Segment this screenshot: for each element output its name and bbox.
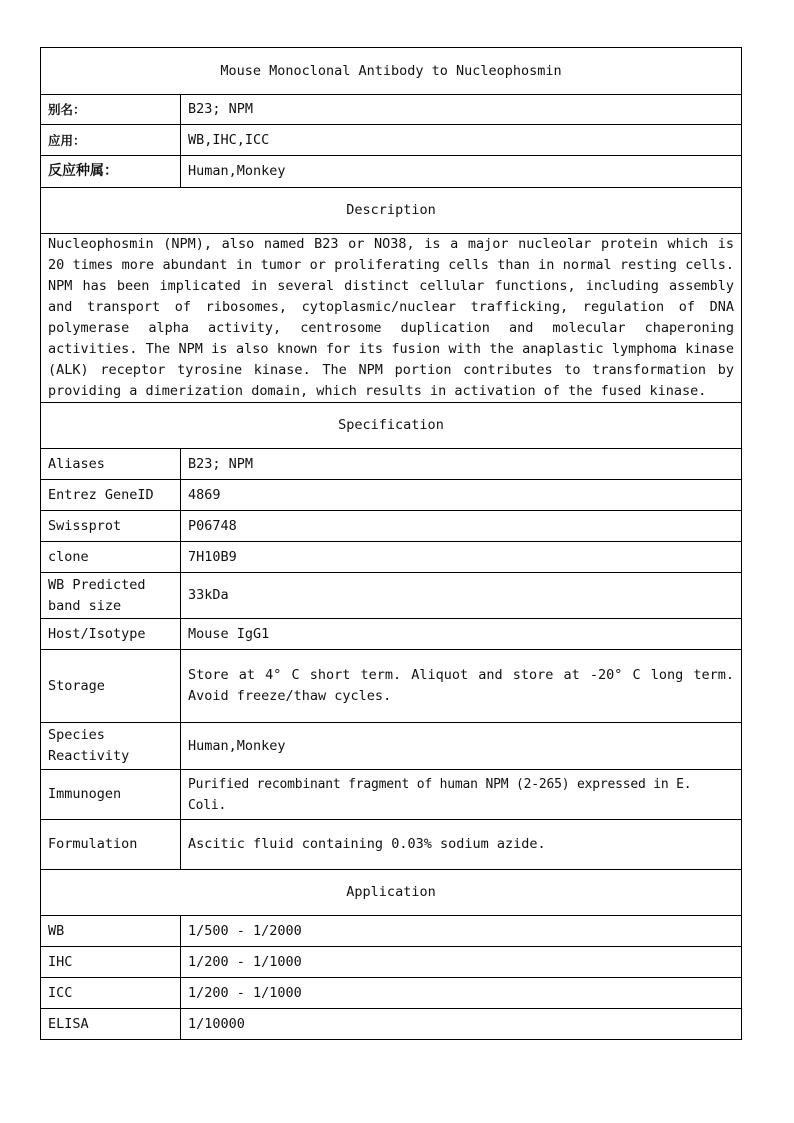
spec-label-host: Host/Isotype [41,619,181,650]
spec-row-clone [41,542,742,573]
header-row-alias [41,95,742,125]
application-heading-row [41,870,742,916]
app-label-elisa: ELISA [41,1009,181,1040]
spec-row-immunogen [41,770,742,820]
app-value-elisa: 1/10000 [181,1009,742,1040]
header-label-application: 应用： [41,125,181,156]
spec-label-band-size: WB Predicted band size [41,573,181,619]
spec-value-immunogen: Purified recombinant fragment of human NPM (2-265) expressed in E. Coli. [181,770,742,820]
spec-label-swissprot: Swissprot [41,511,181,542]
app-label-icc: ICC [41,978,181,1009]
header-label-alias: 别名： [41,95,181,125]
header-label-reactivity: 反应种属： [41,156,181,188]
spec-row-aliases [41,449,742,480]
spec-row-band-size [41,573,742,619]
spec-value-reactivity: Human,Monkey [181,723,742,770]
header-row-reactivity [41,156,742,188]
description-text: Nucleophosmin (NPM), also named B23 or NO38, is a major nucleolar protein which is 20 times more abundant in tumor or proliferating cells than in normal resting cells. NPM has been implicated in several distinct cellular functions, including assembly and transport of ribosomes, cytoplasmic/nuclear trafficking, regulation of DNA polymerase alpha activity, centrosome duplication and molecular chaperoning activities. The NPM is also known for its fusion with the anaplastic lymphoma kinase (ALK) receptor tyrosine kinase. The NPM portion contributes to transformation by providing a dimerization domain, which results in activation of the fused kinase. [41,234,742,403]
app-label-wb: WB [41,916,181,947]
description-heading-row [41,188,742,234]
app-value-icc: 1/200 - 1/1000 [181,978,742,1009]
spec-row-entrez [41,480,742,511]
spec-value-entrez: 4869 [181,480,742,511]
app-row-wb [41,916,742,947]
spec-label-clone: clone [41,542,181,573]
spec-label-reactivity: Species Reactivity [41,723,181,770]
app-label-ihc: IHC [41,947,181,978]
spec-label-formulation: Formulation [41,820,181,870]
datasheet-table [40,47,742,1040]
app-value-ihc: 1/200 - 1/1000 [181,947,742,978]
app-row-ihc [41,947,742,978]
spec-value-swissprot: P06748 [181,511,742,542]
spec-label-aliases: Aliases [41,449,181,480]
spec-row-swissprot [41,511,742,542]
spec-value-aliases: B23; NPM [181,449,742,480]
app-value-wb: 1/500 - 1/2000 [181,916,742,947]
header-value-application: WB,IHC,ICC [181,125,742,156]
spec-label-entrez: Entrez GeneID [41,480,181,511]
header-value-reactivity: Human,Monkey [181,156,742,188]
spec-value-formulation: Ascitic fluid containing 0.03% sodium azide. [181,820,742,870]
spec-row-storage [41,650,742,723]
spec-value-storage: Store at 4° C short term. Aliquot and store at -20° C long term. Avoid freeze/thaw cycles. [181,650,742,723]
spec-label-immunogen: Immunogen [41,770,181,820]
spec-value-host: Mouse IgG1 [181,619,742,650]
application-heading: Application [41,870,742,916]
description-row [41,234,742,403]
specification-heading: Specification [41,403,742,449]
specification-heading-row [41,403,742,449]
spec-row-formulation [41,820,742,870]
app-row-elisa [41,1009,742,1040]
product-title: Mouse Monoclonal Antibody to Nucleophosmin [41,48,742,95]
header-row-application [41,125,742,156]
spec-value-band-size: 33kDa [181,573,742,619]
app-row-icc [41,978,742,1009]
spec-label-storage: Storage [41,650,181,723]
description-heading: Description [41,188,742,234]
spec-row-reactivity [41,723,742,770]
spec-value-clone: 7H10B9 [181,542,742,573]
title-row [41,48,742,95]
spec-row-host [41,619,742,650]
header-value-alias: B23; NPM [181,95,742,125]
